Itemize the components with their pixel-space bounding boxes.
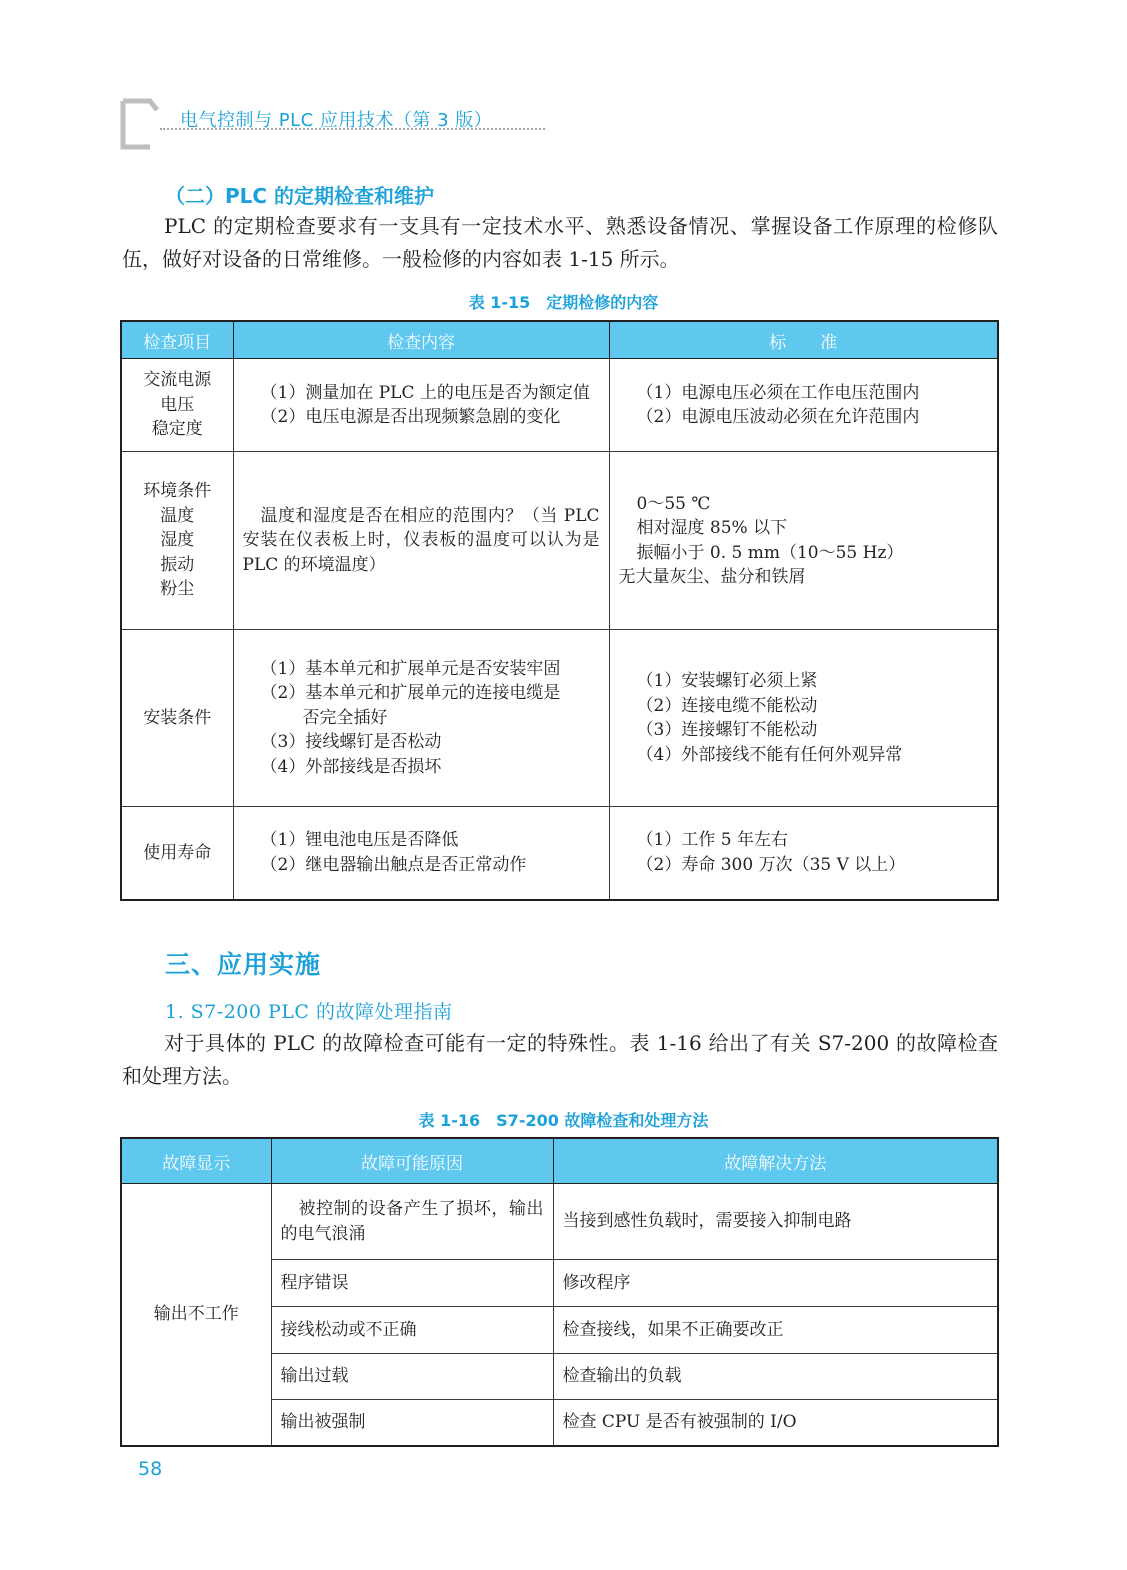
header-corner-mark xyxy=(120,98,160,150)
table-1-16 xyxy=(120,1137,999,1447)
table-1-16-caption: 表 1-16 S7-200 故障检查和处理方法 xyxy=(418,1111,709,1130)
check-standard-cell: 0～55 ℃ 相对湿度 85% 以下 振幅小于 0. 5 mm（10～55 Hz） 无大量灰尘、盐分和铁屑 xyxy=(609,452,998,630)
table-row xyxy=(121,807,998,900)
check-content-cell: 温度和湿度是否在相应的范围内？（当 PLC 安装在仪表板上时，仪表板的温度可以认为是 PLC 的环境温度） xyxy=(233,452,609,630)
fault-cause-cell: 输出被强制 xyxy=(271,1400,553,1446)
page-number: 58 xyxy=(138,1458,163,1480)
table-row xyxy=(121,630,998,807)
fault-cause-cell: 被控制的设备产生了损坏，输出的电气浪涌 xyxy=(271,1184,553,1260)
fault-solution-cell: 检查输出的负载 xyxy=(553,1354,998,1400)
col-header-solution: 故障解决方法 xyxy=(553,1138,998,1184)
col-header-symptom: 故障显示 xyxy=(121,1138,271,1184)
fault-cause-cell: 程序错误 xyxy=(271,1260,553,1307)
check-item-cell: 使用寿命 xyxy=(121,807,233,900)
fault-solution-cell: 修改程序 xyxy=(553,1260,998,1307)
fault-solution-cell: 检查接线，如果不正确要改正 xyxy=(553,1307,998,1354)
check-item-cell: 环境条件 温度 湿度 振动 粉尘 xyxy=(121,452,233,630)
check-content-cell: （1）测量加在 PLC 上的电压是否为额定值 （2）电压电源是否出现频繁急剧的变化 xyxy=(233,359,609,452)
check-standard-cell: （1）安装螺钉必须上紧 （2）连接电缆不能松动 （3）连接螺钉不能松动 （4）外部接线不能有任何外观异常 xyxy=(609,630,998,807)
fault-solution-cell: 检查 CPU 是否有被强制的 I/O xyxy=(553,1400,998,1446)
col-header-item: 检查项目 xyxy=(121,321,233,359)
check-item-cell: 交流电源 电压 稳定度 xyxy=(121,359,233,452)
check-content-cell: （1）基本单元和扩展单元是否安装牢固 （2）基本单元和扩展单元的连接电缆是 否完全插好 （3）接线螺钉是否松动 （4）外部接线是否损坏 xyxy=(233,630,609,807)
running-header-title: 电气控制与 PLC 应用技术（第 3 版） xyxy=(180,110,493,131)
subheading-fault-guide: 1. S7-200 PLC 的故障处理指南 xyxy=(165,1001,453,1023)
fault-cause-cell: 输出过载 xyxy=(271,1354,553,1400)
table-1-15 xyxy=(120,320,999,901)
check-standard-cell: （1）工作 5 年左右 （2）寿命 300 万次（35 V 以上） xyxy=(609,807,998,900)
table-row xyxy=(121,452,998,630)
section-heading-maintenance: （二）PLC 的定期检查和维护 xyxy=(165,184,435,208)
maintenance-paragraph: PLC 的定期检查要求有一支具有一定技术水平、熟悉设备情况、掌握设备工作原理的检修队伍，做好对设备的日常维修。一般检修的内容如表 1-15 所示。 xyxy=(122,214,998,271)
table-header-row xyxy=(121,321,998,359)
table-row xyxy=(121,1184,998,1260)
col-header-cause: 故障可能原因 xyxy=(271,1138,553,1184)
col-header-content: 检查内容 xyxy=(233,321,609,359)
col-header-standard: 标 准 xyxy=(609,321,998,359)
table-header-row xyxy=(121,1138,998,1184)
check-standard-cell: （1）电源电压必须在工作电压范围内 （2）电源电压波动必须在允许范围内 xyxy=(609,359,998,452)
section-heading-implementation: 三、应用实施 xyxy=(165,950,322,979)
header-dotted-rule xyxy=(160,128,545,130)
table-1-15-caption: 表 1-15 定期检修的内容 xyxy=(468,293,659,312)
fault-symptom-cell: 输出不工作 xyxy=(121,1184,271,1446)
fault-paragraph: 对于具体的 PLC 的故障检查可能有一定的特殊性。表 1-16 给出了有关 S7-200 的故障检查和处理方法。 xyxy=(122,1031,998,1088)
check-content-cell: （1）锂电池电压是否降低 （2）继电器输出触点是否正常动作 xyxy=(233,807,609,900)
check-item-cell: 安装条件 xyxy=(121,630,233,807)
fault-cause-cell: 接线松动或不正确 xyxy=(271,1307,553,1354)
table-row xyxy=(121,359,998,452)
fault-solution-cell: 当接到感性负载时，需要接入抑制电路 xyxy=(553,1184,998,1260)
